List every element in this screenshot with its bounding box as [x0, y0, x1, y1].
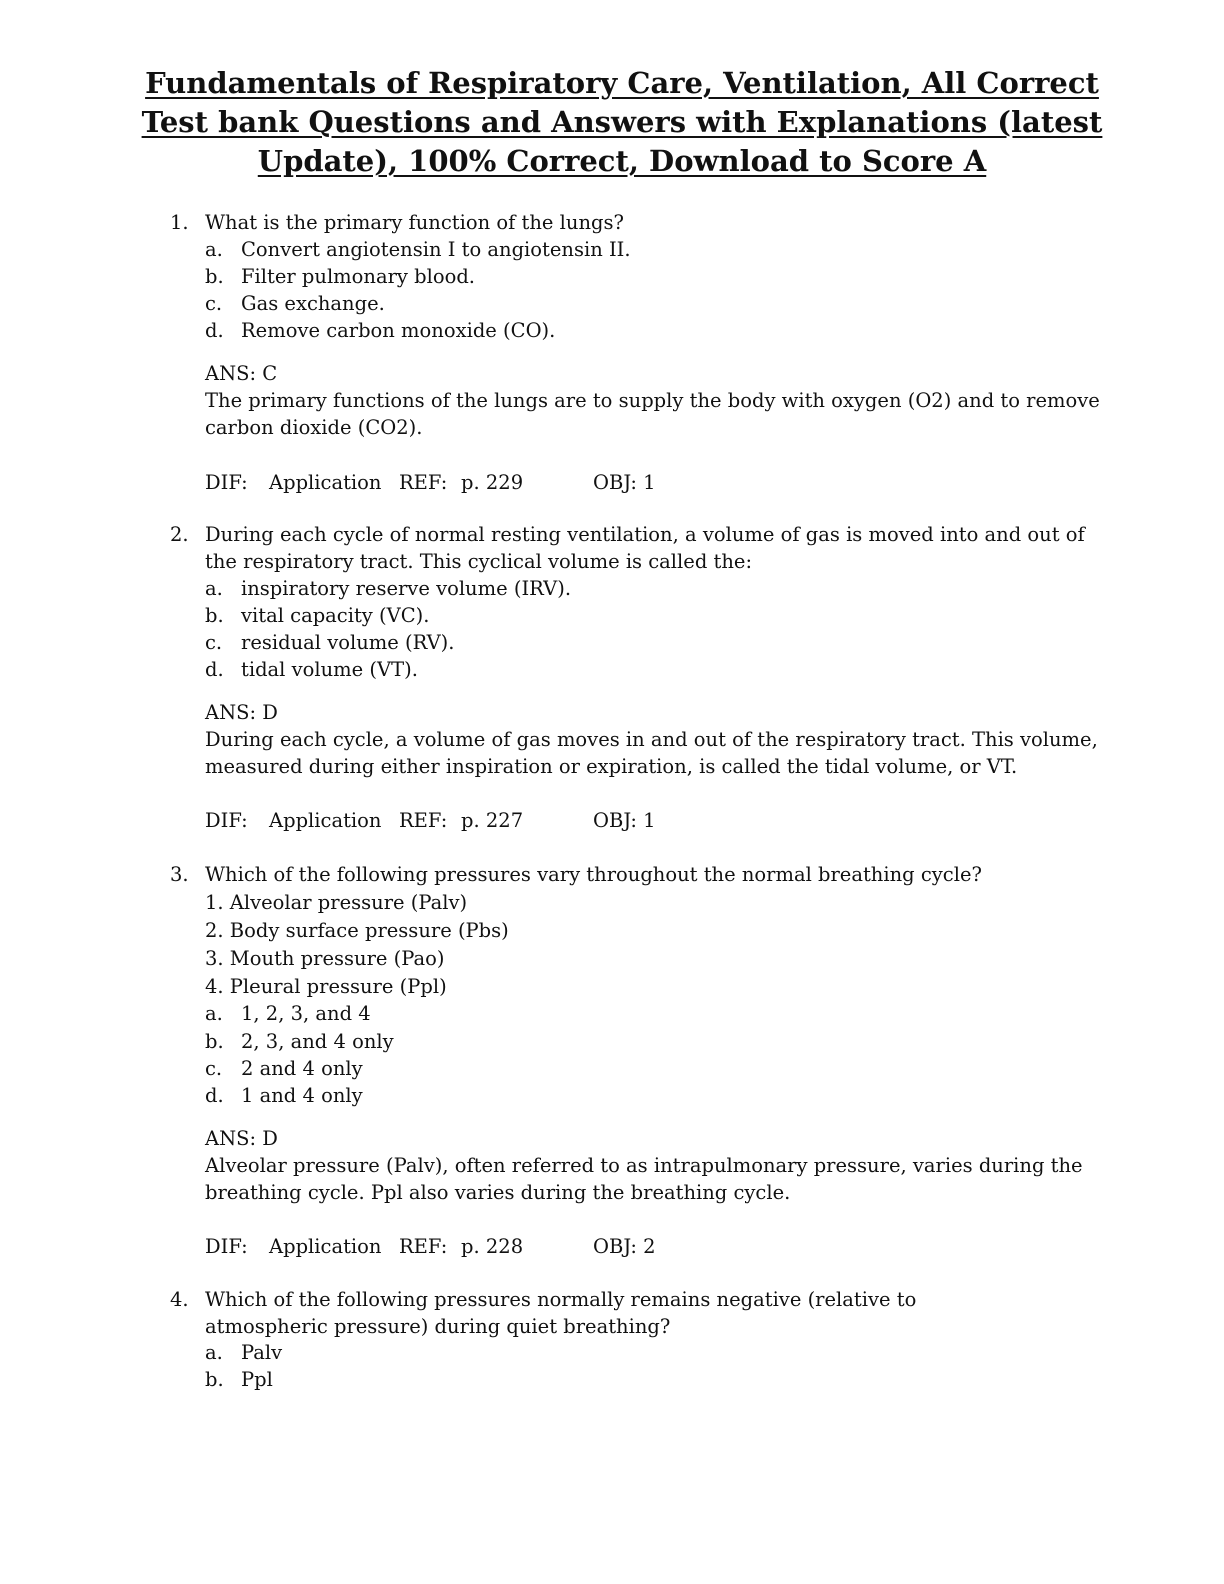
question-number: 1. [170, 211, 189, 234]
option-letter: a. [205, 238, 223, 261]
option-letter: a. [205, 1002, 223, 1025]
numbered-item: 2. Body surface pressure (Pbs) [205, 919, 509, 942]
ref-label: REF: [399, 1235, 448, 1258]
dif-label: DIF: [205, 1235, 248, 1258]
question-stem: What is the primary function of the lungs? [205, 211, 624, 234]
option-text: Ppl [241, 1368, 273, 1391]
option-letter: c. [205, 631, 223, 654]
option-letter: d. [205, 319, 224, 342]
dif-label: DIF: [205, 809, 248, 832]
question-stem: the respiratory tract. This cyclical volume is called the: [205, 550, 753, 573]
question-stem: atmospheric pressure) during quiet breathing? [205, 1315, 671, 1338]
option-letter: a. [205, 1341, 223, 1364]
ref-value: p. 227 [461, 809, 524, 832]
ref-label: REF: [399, 809, 448, 832]
option-letter: b. [205, 604, 224, 627]
page-title: Fundamentals of Respiratory Care, Ventilation, All Correct Test bank Questions and Answers with Explanations (latest Update), 100% Correct, Download to Score A [141, 66, 1103, 178]
question-stem: Which of the following pressures normally remains negative (relative to [205, 1288, 917, 1311]
question-number: 3. [170, 863, 189, 886]
option-text: vital capacity (VC). [241, 604, 430, 627]
numbered-item: 1. Alveolar pressure (Palv) [205, 891, 468, 914]
option-text: tidal volume (VT). [241, 658, 418, 681]
numbered-item: 4. Pleural pressure (Ppl) [205, 975, 447, 998]
answer-key: ANS: D [205, 701, 278, 724]
rationale-line: The primary functions of the lungs are to supply the body with oxygen (O2) and to remove [205, 389, 1100, 412]
dif-value: Application [269, 809, 382, 832]
rationale-line: breathing cycle. Ppl also varies during the breathing cycle. [205, 1181, 791, 1204]
option-letter: a. [205, 577, 223, 600]
question-number: 4. [170, 1288, 189, 1311]
objective: OBJ: 2 [593, 1235, 656, 1258]
option-letter: d. [205, 658, 224, 681]
option-letter: d. [205, 1084, 224, 1107]
option-letter: b. [205, 1368, 224, 1391]
option-text: 2 and 4 only [241, 1057, 363, 1080]
ref-label: REF: [399, 471, 448, 494]
option-text: residual volume (RV). [241, 631, 455, 654]
option-text: Convert angiotensin I to angiotensin II. [241, 238, 631, 261]
option-letter: b. [205, 1030, 224, 1053]
rationale-line: Alveolar pressure (Palv), often referred to as intrapulmonary pressure, varies during the [205, 1154, 1083, 1177]
question-stem: Which of the following pressures vary throughout the normal breathing cycle? [205, 863, 982, 886]
option-text: Palv [241, 1341, 283, 1364]
dif-value: Application [269, 471, 382, 494]
objective: OBJ: 1 [593, 809, 656, 832]
option-letter: c. [205, 292, 223, 315]
option-text: Gas exchange. [241, 292, 385, 315]
answer-key: ANS: D [205, 1127, 278, 1150]
option-letter: c. [205, 1057, 223, 1080]
rationale-line: During each cycle, a volume of gas moves in and out of the respiratory tract. This volume, [205, 728, 1098, 751]
ref-value: p. 228 [461, 1235, 524, 1258]
question-number: 2. [170, 523, 189, 546]
option-text: inspiratory reserve volume (IRV). [241, 577, 572, 600]
option-text: Remove carbon monoxide (CO). [241, 319, 556, 342]
answer-key: ANS: C [205, 362, 278, 385]
option-letter: b. [205, 265, 224, 288]
option-text: 1, 2, 3, and 4 [241, 1002, 371, 1025]
rationale-line: measured during either inspiration or expiration, is called the tidal volume, or VT. [205, 755, 1018, 778]
dif-label: DIF: [205, 471, 248, 494]
objective: OBJ: 1 [593, 471, 656, 494]
rationale-line: carbon dioxide (CO2). [205, 416, 423, 439]
dif-value: Application [269, 1235, 382, 1258]
question-stem: During each cycle of normal resting ventilation, a volume of gas is moved into and out of [205, 523, 1085, 546]
ref-value: p. 229 [461, 471, 524, 494]
option-text: Filter pulmonary blood. [241, 265, 476, 288]
numbered-item: 3. Mouth pressure (Pao) [205, 947, 445, 970]
option-text: 2, 3, and 4 only [241, 1030, 394, 1053]
option-text: 1 and 4 only [241, 1084, 363, 1107]
